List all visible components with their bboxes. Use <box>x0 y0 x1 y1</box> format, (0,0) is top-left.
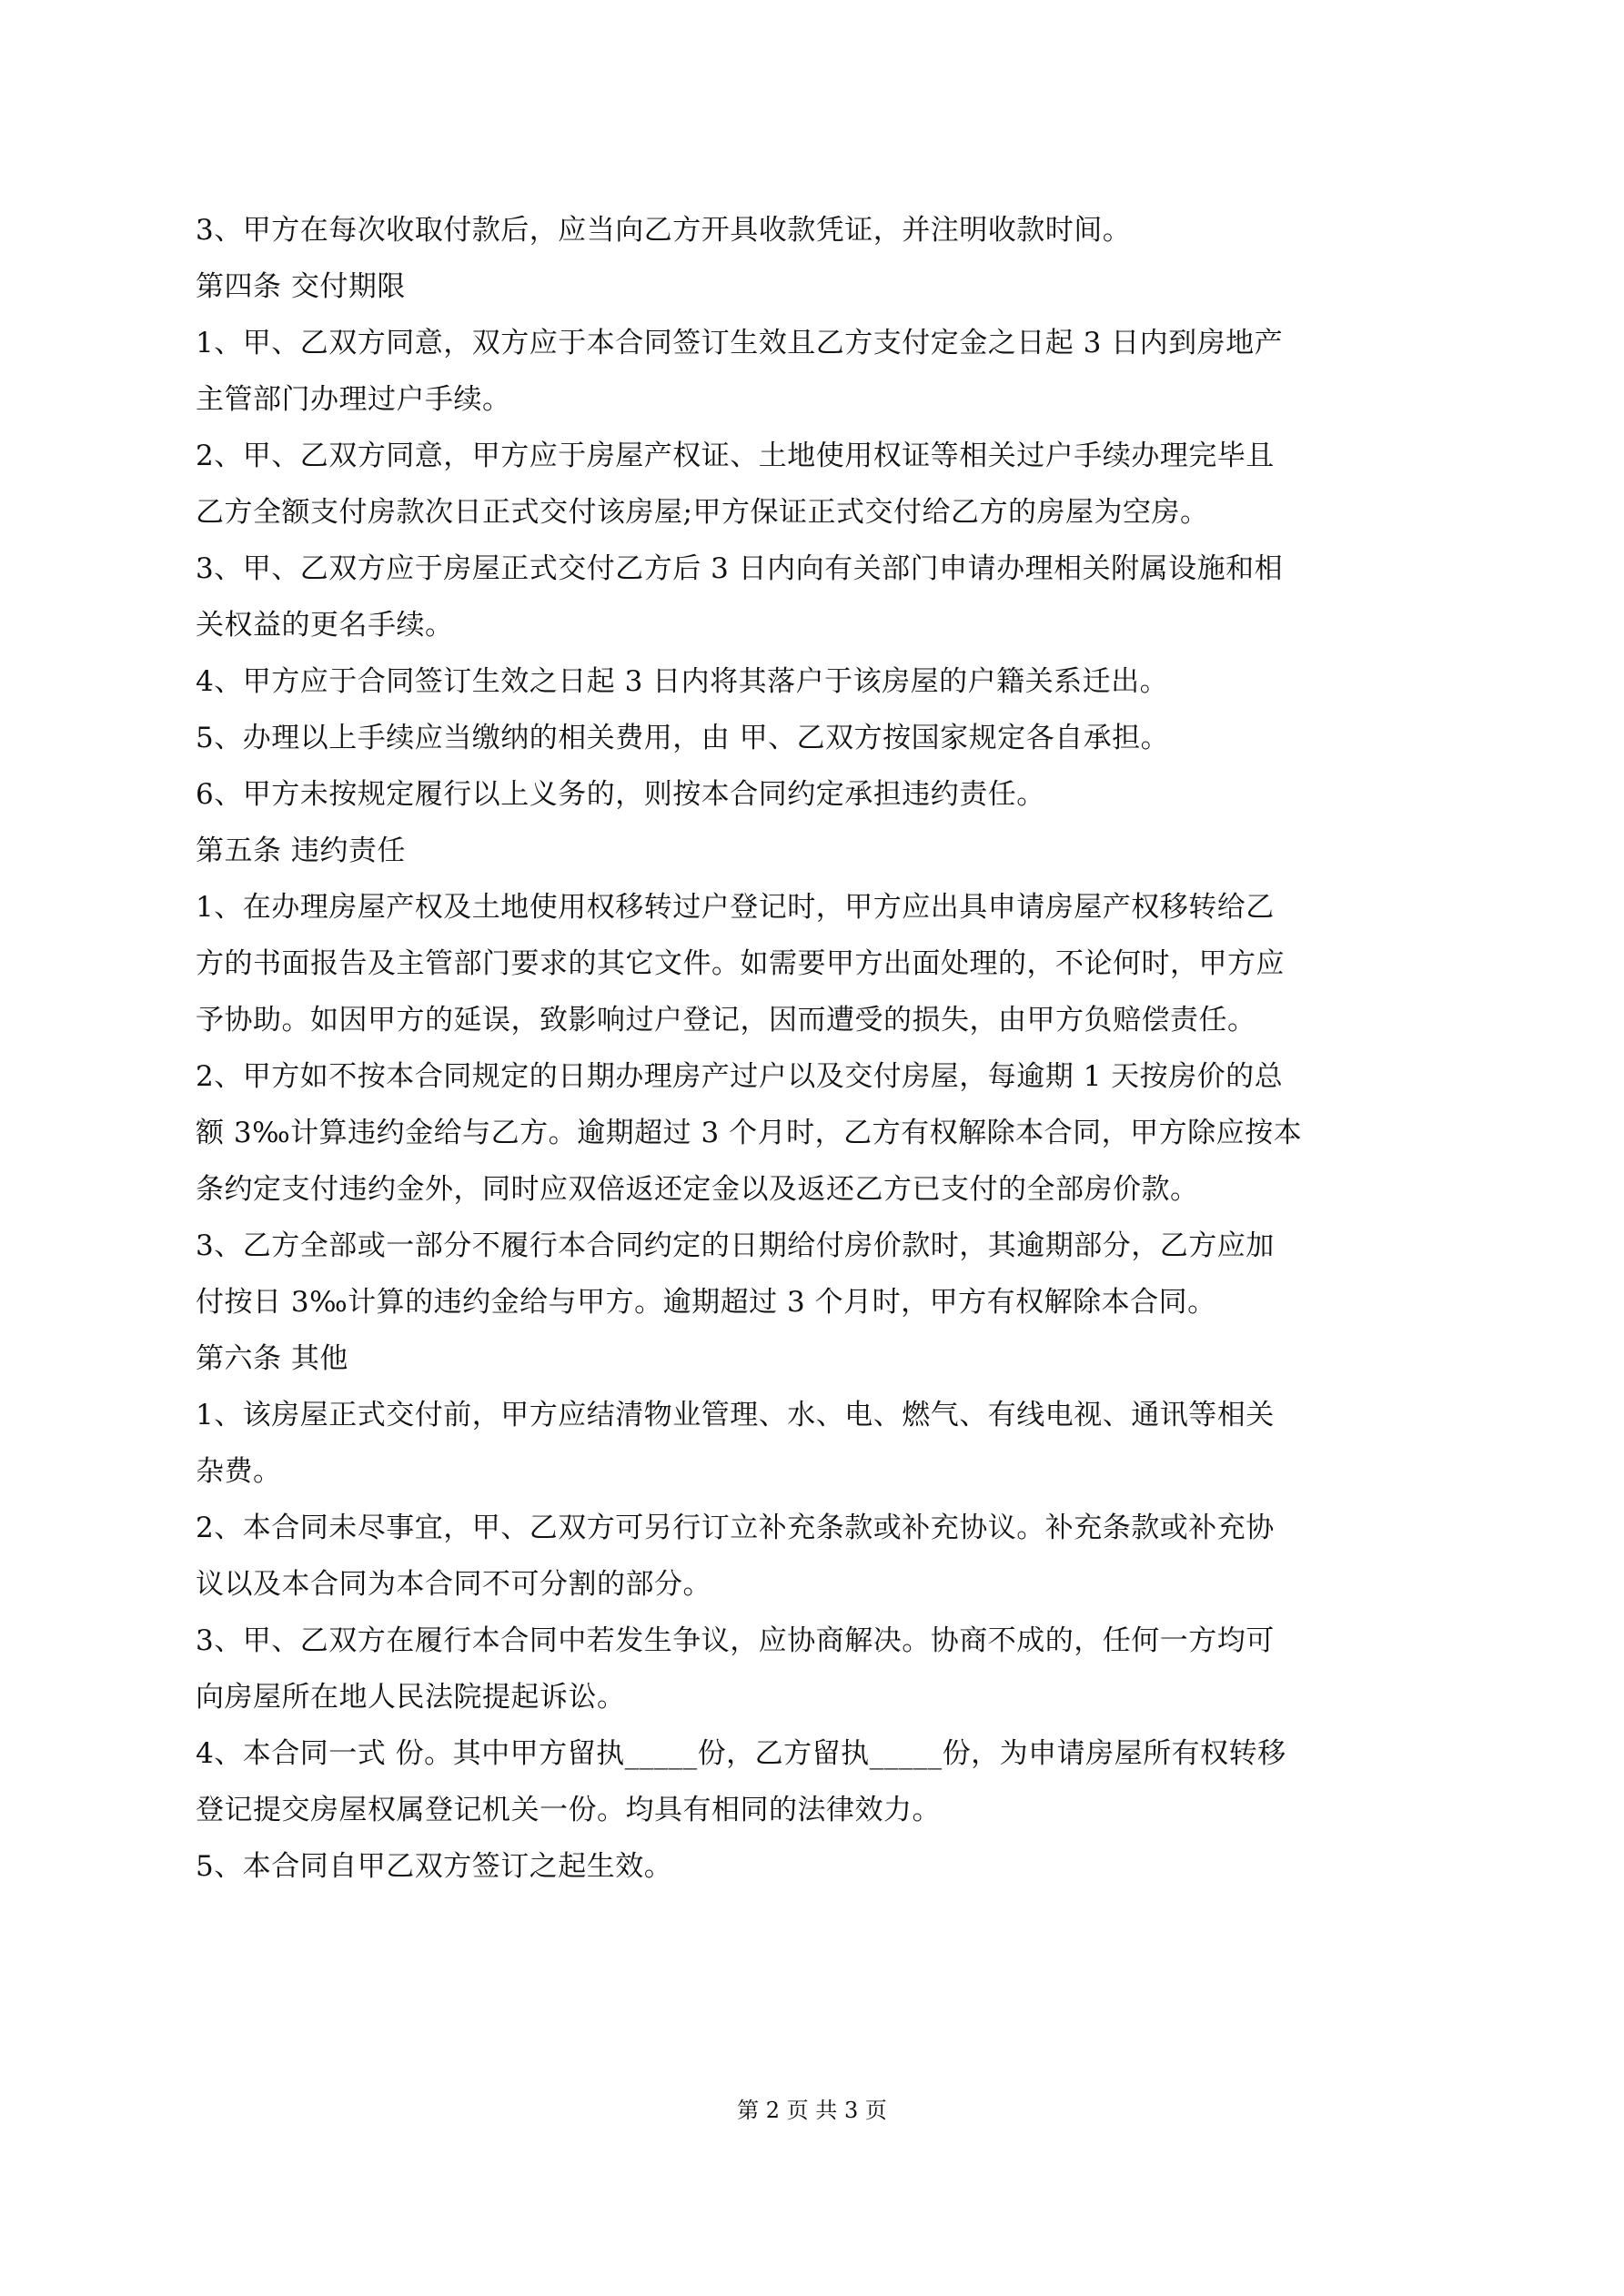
text-line: 3、甲、乙双方应于房屋正式交付乙方后 3 日内向有关部门申请办理相关附属设施和相 <box>196 552 1284 585</box>
section-heading: 第六条 其他 <box>196 1342 348 1375</box>
text-line: 2、本合同未尽事宜，甲、乙双方可另行订立补充条款或补充协议。补充条款或补充协 <box>196 1512 1275 1544</box>
text-line: 2、甲、乙双方同意，甲方应于房屋产权证、土地使用权证等相关过户手续办理完毕且 <box>196 440 1275 472</box>
text-line: 乙方全额支付房款次日正式交付该房屋;甲方保证正式交付给乙方的房屋为空房。 <box>196 496 1209 529</box>
text-line: 杂费。 <box>196 1455 282 1488</box>
text-line: 议以及本合同为本合同不可分割的部分。 <box>196 1568 711 1601</box>
text-line: 4、甲方应于合同签订生效之日起 3 日内将其落户于该房屋的户籍关系迁出。 <box>196 665 1169 698</box>
text-line: 5、本合同自甲乙双方签订之起生效。 <box>196 1850 673 1883</box>
section-heading: 第五条 违约责任 <box>196 834 406 867</box>
text-line: 2、甲方如不按本合同规定的日期办理房产过户以及交付房屋，每逾期 1 天按房价的总 <box>196 1060 1284 1093</box>
document-body <box>196 202 1442 1895</box>
text-line: 6、甲方未按规定履行以上义务的，则按本合同约定承担违约责任。 <box>196 778 1045 811</box>
text-line: 4、本合同一式 份。其中甲方留执_____份，乙方留执_____份，为申请房屋所有权转移 <box>196 1737 1286 1770</box>
text-line: 1、甲、乙双方同意，双方应于本合同签订生效且乙方支付定金之日起 3 日内到房地产 <box>196 327 1284 359</box>
section-heading: 第四条 交付期限 <box>196 270 406 303</box>
text-line: 1、在办理房屋产权及土地使用权移转过户登记时，甲方应出具申请房屋产权移转给乙 <box>196 891 1275 924</box>
text-line: 3、甲方在每次收取付款后，应当向乙方开具收款凭证，并注明收款时间。 <box>196 214 1132 247</box>
page-number-footer: 第 2 页 共 3 页 <box>737 2098 887 2123</box>
text-line: 1、该房屋正式交付前，甲方应结清物业管理、水、电、燃气、有线电视、通讯等相关 <box>196 1399 1275 1431</box>
text-line: 关权益的更名手续。 <box>196 609 454 642</box>
text-line: 付按日 3‰计算的违约金给与甲方。逾期超过 3 个月时，甲方有权解除本合同。 <box>196 1286 1216 1319</box>
text-line: 额 3‰计算违约金给与乙方。逾期超过 3 个月时，乙方有权解除本合同，甲方除应按本 <box>196 1117 1303 1149</box>
text-line: 予协助。如因甲方的延误，致影响过户登记，因而遭受的损失，由甲方负赔偿责任。 <box>196 1004 1256 1037</box>
text-line: 3、乙方全部或一部分不履行本合同约定的日期给付房价款时，其逾期部分，乙方应加 <box>196 1229 1275 1262</box>
text-line: 方的书面报告及主管部门要求的其它文件。如需要甲方出面处理的，不论何时，甲方应 <box>196 947 1285 980</box>
text-line: 登记提交房屋权属登记机关一份。均具有相同的法律效力。 <box>196 1794 941 1826</box>
text-line: 向房屋所在地人民法院提起诉讼。 <box>196 1681 626 1714</box>
text-line: 主管部门办理过户手续。 <box>196 383 511 416</box>
text-line: 5、办理以上手续应当缴纳的相关费用，由 甲、乙双方按国家规定各自承担。 <box>196 722 1170 754</box>
text-line: 3、甲、乙双方在履行本合同中若发生争议，应协商解决。协商不成的，任何一方均可 <box>196 1624 1275 1657</box>
text-line: 条约定支付违约金外，同时应双倍返还定金以及返还乙方已支付的全部房价款。 <box>196 1173 1199 1206</box>
